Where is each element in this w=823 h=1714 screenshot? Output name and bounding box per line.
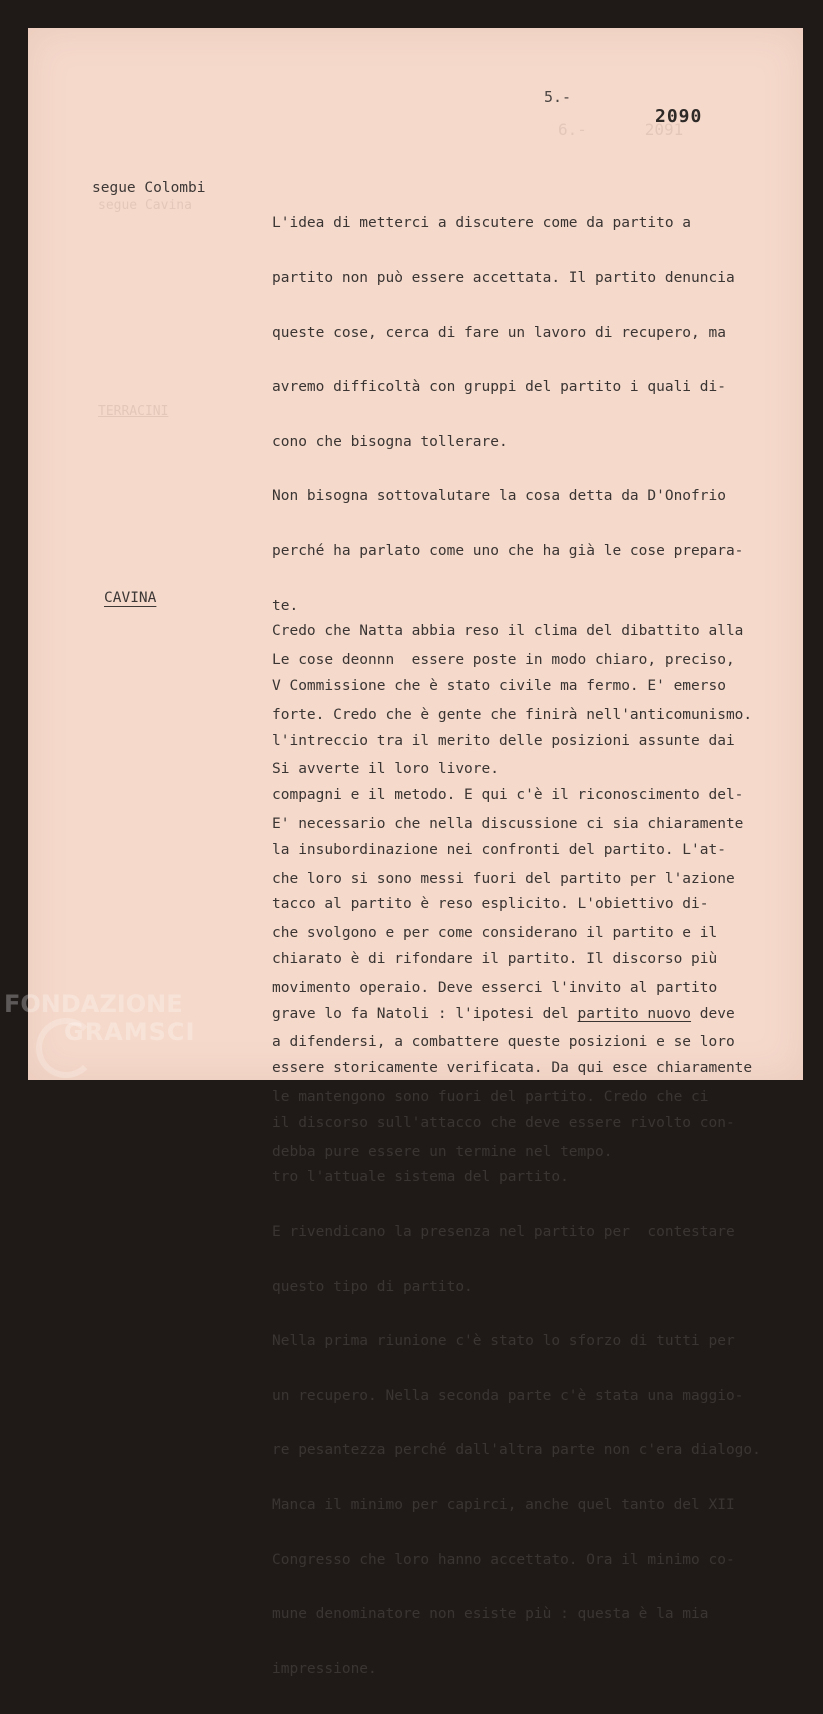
- text-line: partito non può essere accettata. Il partito denuncia: [272, 270, 735, 286]
- text-line: essere storicamente verificata. Da qui esce chiaramente: [272, 1060, 753, 1077]
- text-line: tacco al partito è reso esplicito. L'obiettivo di-: [272, 896, 709, 913]
- text-line: Si avverte il loro livore.: [272, 761, 499, 778]
- text-line: perché ha parlato come uno che ha già le cose prepara-: [272, 542, 744, 559]
- bleedthrough-number: 6.- 2091: [558, 120, 684, 139]
- text-line: Nella prima riunione c'è stato lo sforzo di tutti per: [272, 1333, 735, 1350]
- speaker-label-cavina: CAVINA: [104, 590, 157, 606]
- bleedthrough-speaker-2: TERRACINI: [98, 404, 169, 419]
- text-line: che svolgono e per come considerano il partito e il: [272, 925, 718, 942]
- text-line: movimento operaio. Deve esserci l'invito al partito: [272, 979, 718, 996]
- text-line: avremo difficoltà con gruppi del partito i quali di-: [272, 379, 726, 396]
- text-line: L'idea di metterci a discutere come da partito a: [272, 215, 692, 232]
- text-line: E' necessario che nella discussione ci sia chiaramente: [272, 815, 744, 832]
- text-line: debba pure essere un termine nel tempo.: [272, 1143, 613, 1160]
- watermark-line-2: GRAMSCI: [64, 1018, 196, 1046]
- text-line: te.: [272, 597, 299, 614]
- text-line: re pesantezza perché dall'altra parte non c'era dialogo.: [272, 1442, 761, 1459]
- watermark-line-1: FONDAZIONE: [4, 990, 183, 1018]
- text-line: un recupero. Nella seconda parte c'è stata una maggio-: [272, 1387, 744, 1404]
- section-cavina-text: [272, 586, 802, 1714]
- text-line: il discorso sull'attacco che deve essere rivolto con-: [272, 1114, 735, 1131]
- text-line: la insubordinazione nei confronti del partito. L'at-: [272, 841, 726, 858]
- text-line: Manca il minimo per capirci, anche quel tanto del XII: [272, 1496, 735, 1513]
- text-line: chiarato è di rifondare il partito. Il discorso più: [272, 950, 718, 967]
- text-line: grave lo fa Natoli : l'ipotesi del partito nuovo deve: [272, 1005, 735, 1022]
- underlined-phrase: partito nuovo: [577, 1005, 692, 1022]
- page-number: 5.-: [544, 88, 572, 106]
- text-line: l'intreccio tra il merito delle posizioni assunte dai: [272, 732, 735, 749]
- text-line: le mantengono sono fuori del partito. Credo che ci: [272, 1088, 709, 1105]
- text-line: questo tipo di partito.: [272, 1278, 473, 1295]
- speaker-label-colombi: segue Colombi: [92, 180, 206, 196]
- document-number: 2090: [655, 106, 703, 127]
- text-line: queste cose, cerca di fare un lavoro di recupero, ma: [272, 324, 726, 341]
- text-line: forte. Credo che è gente che finirà nell'anticomunismo.: [272, 706, 753, 723]
- document-page: [28, 28, 803, 1677]
- text-line: Le cose deonnn essere poste in modo chiaro, preciso,: [272, 652, 735, 669]
- text-line: Credo che Natta abbia reso il clima del dibattito alla: [272, 623, 744, 640]
- text-line: compagni e il metodo. E qui c'è il riconoscimento del-: [272, 787, 744, 804]
- text-line: Congresso che loro hanno accettato. Ora il minimo co-: [272, 1551, 735, 1568]
- text-line: a difendersi, a combattere queste posizioni e se loro: [272, 1034, 735, 1051]
- watermark: [4, 990, 195, 1046]
- text-line: E rivendicano la presenza nel partito per contestare: [272, 1223, 735, 1240]
- text-line: tro l'attuale sistema del partito.: [272, 1169, 569, 1186]
- bleedthrough-speaker-1: segue Cavina: [98, 198, 192, 213]
- text-line: che loro si sono messi fuori del partito per l'azione: [272, 870, 735, 887]
- text-line: V Commissione che è stato civile ma fermo. E' emerso: [272, 678, 726, 694]
- text-line: mune denominatore non esiste più : questa è la mia: [272, 1606, 709, 1623]
- text-line: impressione.: [272, 1660, 377, 1677]
- text-line: cono che bisogna tollerare.: [272, 433, 508, 450]
- text-line: Non bisogna sottovalutare la cosa detta da D'Onofrio: [272, 488, 726, 505]
